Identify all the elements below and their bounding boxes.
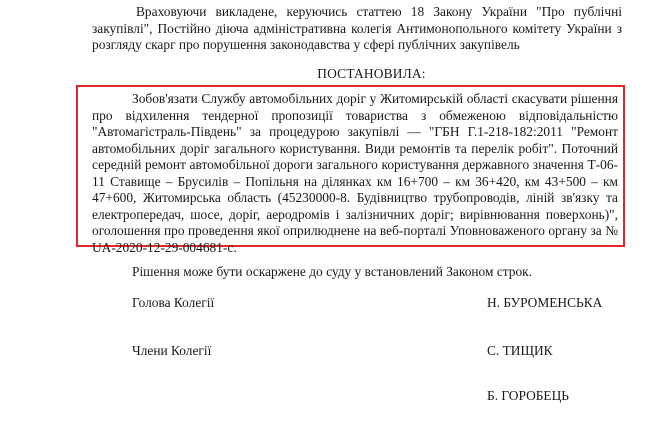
signature-name-member-2: Б. ГОРОБЕЦЬ	[487, 388, 569, 403]
signature-role-chair: Голова Колегії	[132, 295, 215, 310]
signature-name-member-1: С. ТИЩИК	[487, 343, 553, 358]
decision-heading: ПОСТАНОВИЛА:	[317, 66, 426, 81]
signature-role-members: Члени Колегії	[132, 343, 212, 358]
intro-paragraph: Враховуючи викладене, керуючись статтею 18 Закону України "Про публічні закупівлі", Постійно діюча адміністративна колегія Антимонопольного комітету України з розгляду скарг про порушення законодавства у сфері публічних закупівель	[92, 4, 622, 52]
signature-name-chair: Н. БУРОМЕНСЬКА	[487, 295, 603, 310]
decision-paragraph: Зобов'язати Службу автомобільних доріг у Житомирській області скасувати рішення про відхилення тендерної пропозиції товариства з обмеженою відповідальністю "Автомагістраль-Південь" за процедурою закупівлі — "ГБН Г.1-218-182:2011 "Ремонт автомобільних доріг загального користування. Види ремонтів та перелік робіт". Поточний середній ремонт автомобільної дороги загального користування державного значення Т-06-11 Ставище – Брусилів – Попільня на ділянках км 16+700 – км 36+420, км 43+500 – км 47+600, Житомирська область (45230000-8. Будівництво трубопроводів, ліній зв'язку та електропередач, шосе, доріг, аеродромів і залізничних доріг; вирівнювання поверхонь)", оголошення про проведення якої оприлюднене на веб-порталі Уповноваженого органу за № UA-2020-12-29-004681-с.	[92, 91, 618, 255]
appeal-notice: Рішення може бути оскаржене до суду у встановлений Законом строк.	[132, 264, 533, 279]
